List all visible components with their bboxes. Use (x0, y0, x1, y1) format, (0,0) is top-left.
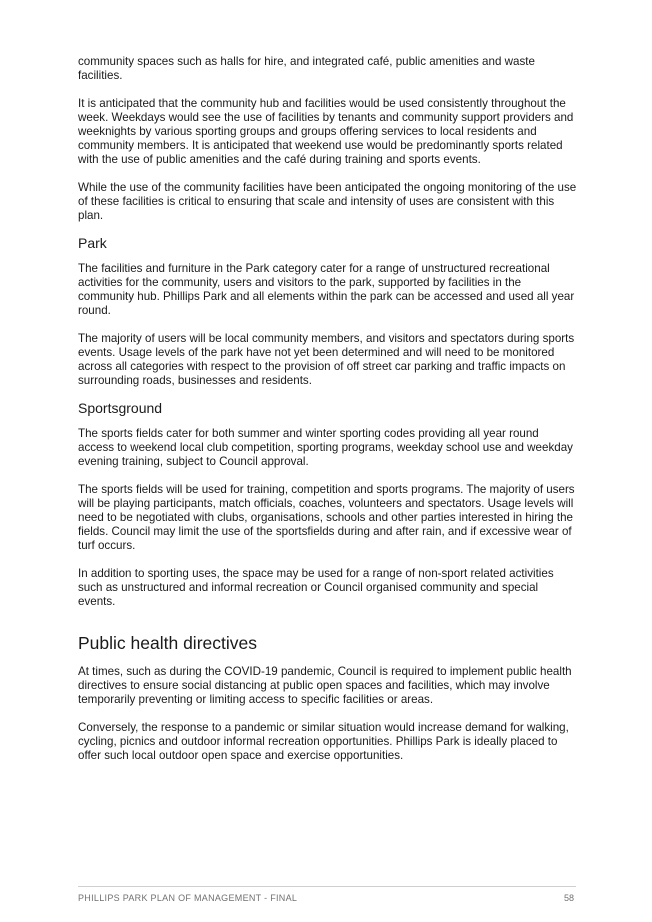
paragraph-covid-directives: At times, such as during the COVID-19 pandemic, Council is required to implement public health directives to ensure social distancing at public open spaces and facilities, which may involve temporarily preventing or limiting access to specific facilities or areas. (78, 665, 572, 706)
footer-document-title: PHILLIPS PARK PLAN OF MANAGEMENT - FINAL (78, 893, 298, 903)
heading-public-health-directives: Public health directives (78, 633, 257, 653)
paragraph-monitoring: While the use of the community facilities have been anticipated the ongoing monitoring of the use of these facilities is critical to ensuring that scale and intensity of uses are consistent with this plan. (78, 181, 577, 222)
paragraph-sports-fields-codes: The sports fields cater for both summer and winter sporting codes providing all year round access to weekend local club competition, sporting programs, weekday school use and weekday evening training, subject to Council approval. (78, 427, 573, 468)
heading-park: Park (78, 235, 107, 251)
paragraph-pandemic-demand: Conversely, the response to a pandemic or similar situation would increase demand for walking, cycling, picnics and outdoor informal recreation opportunities. Phillips Park is ideally placed to offer such local outdoor open space and exercise opportunities. (78, 721, 569, 762)
document-body (78, 55, 578, 763)
footer-page-number: 58 (563, 893, 574, 903)
paragraph-community-spaces: community spaces such as halls for hire, and integrated café, public amenities and waste facilities. (78, 55, 535, 82)
paragraph-park-users: The majority of users will be local community members, and visitors and spectators during sports events. Usage levels of the park have not yet been determined and will need to be monitored across all categories with respect to the provision of off street car parking and traffic impacts on surrounding roads, businesses and residents. (78, 332, 575, 387)
paragraph-anticipated-use: It is anticipated that the community hub and facilities would be used consistently throughout the week. Weekdays would see the use of facilities by tenants and community support providers and weeknights by various sporting groups and groups offering services to local residents and community members. It is anticipated that weekend use would be predominantly sports related with the use of public amenities and the café during training and sports events. (78, 97, 574, 166)
heading-sportsground: Sportsground (78, 400, 163, 416)
footer-divider (78, 886, 576, 887)
paragraph-non-sport-uses: In addition to sporting uses, the space may be used for a range of non-sport related activities such as unstructured and informal recreation or Council organised community and special events. (78, 567, 554, 608)
paragraph-sports-fields-usage: The sports fields will be used for training, competition and sports programs. The majority of users will be playing participants, match officials, coaches, volunteers and spectators. Usage levels will need to be negotiated with clubs, organisations, schools and other parties interested in hiring the fields. Council may limit the use of the sportsfields during and after rain, and if excessive wear of turf occurs. (78, 483, 575, 552)
paragraph-park-facilities: The facilities and furniture in the Park category cater for a range of unstructured recreational activities for the community, users and visitors to the park, supported by facilities in the community hub. Phillips Park and all elements within the park can be accessed and used all year round. (78, 262, 575, 317)
